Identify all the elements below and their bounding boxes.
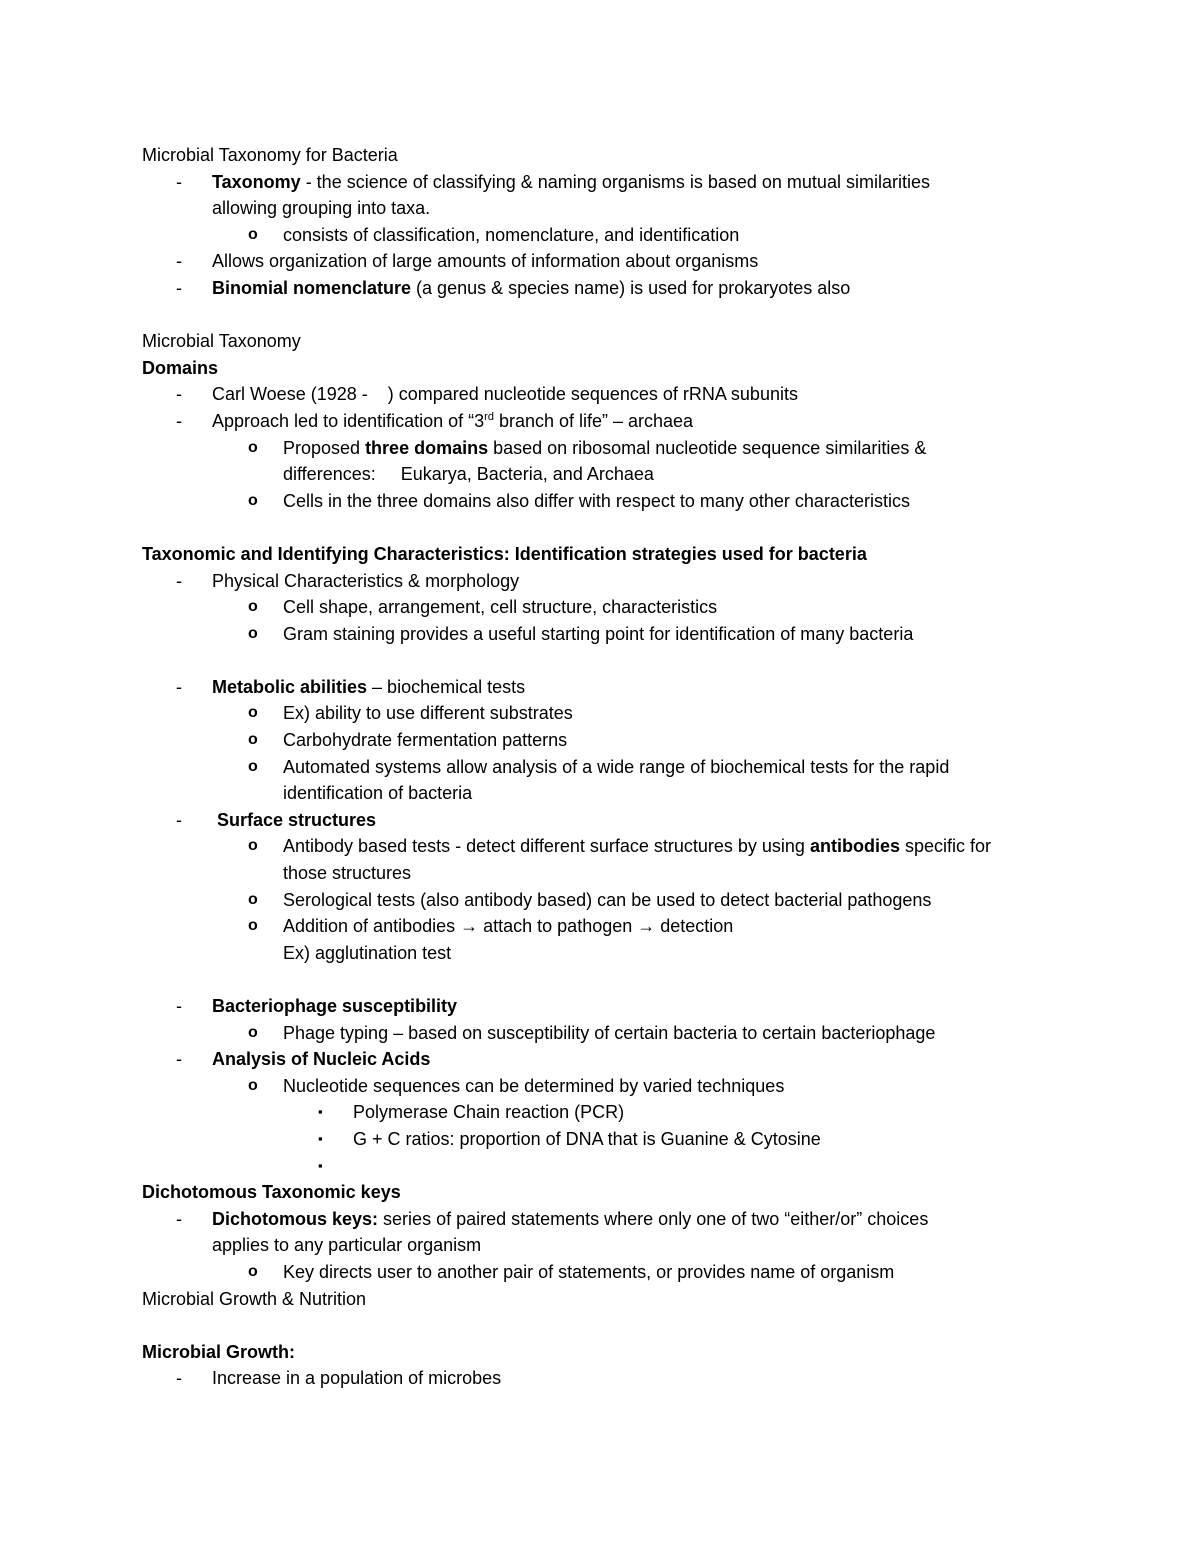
circle-bullet: o — [248, 704, 258, 722]
sub-sub-list-item — [0, 1153, 1200, 1180]
section-heading: Taxonomic and Identifying Characteristics: Identification strategies used for bacteria — [142, 543, 867, 564]
spacer — [0, 302, 1200, 329]
sub-list-item-continuation: identification of bacteria — [283, 783, 473, 804]
spacer — [0, 647, 1200, 674]
superscript: rd — [484, 410, 494, 423]
sub-list-item: o Ex) ability to use different substrates — [0, 700, 1200, 727]
term: antibodies — [809, 836, 900, 857]
list-item-continuation: applies to any particular organism — [212, 1235, 482, 1256]
sub-list-item: o Key directs user to another pair of statements, or provides name of organism — [0, 1259, 1200, 1286]
sub-list-item: o Nucleotide sequences can be determined by varied techniques — [0, 1073, 1200, 1100]
term: Binomial nomenclature — [212, 277, 412, 298]
circle-bullet: o — [248, 225, 258, 243]
list-item — [0, 807, 1200, 834]
section-heading: Microbial Taxonomy — [142, 331, 301, 352]
sub-list-item: o Antibody based tests - detect different surface structures by using antibodies specific for — [0, 833, 1200, 860]
dash-bullet: - — [176, 410, 182, 431]
circle-bullet: o — [248, 1076, 258, 1094]
sub-list-item: o Phage typing – based on susceptibility of certain bacteria to certain bacteriophage — [0, 1020, 1200, 1047]
circle-bullet: o — [248, 917, 258, 935]
circle-bullet: o — [248, 438, 258, 456]
sub-sub-list-item: ▪ Polymerase Chain reaction (PCR) — [0, 1099, 1200, 1126]
list-item — [0, 993, 1200, 1020]
circle-bullet: o — [248, 757, 258, 775]
dash-bullet: - — [176, 996, 182, 1016]
dash-bullet: - — [176, 1208, 182, 1229]
sub-list-item: o Automated systems allow analysis of a wide range of biochemical tests for the rapid — [0, 754, 1200, 781]
sub-list-item: o Serological tests (also antibody based) can be used to detect bacterial pathogens — [0, 887, 1200, 914]
circle-bullet: o — [248, 890, 258, 908]
spacer — [0, 966, 1200, 993]
section-heading: Microbial Growth: — [142, 1341, 295, 1362]
square-bullet: ▪ — [318, 1130, 323, 1146]
sub-sub-list-item: ▪ G + C ratios: proportion of DNA that is Guanine & Cytosine — [0, 1126, 1200, 1153]
term: Analysis of Nucleic Acids — [212, 1049, 431, 1070]
section-heading: Microbial Taxonomy for Bacteria — [142, 145, 398, 165]
dash-bullet: - — [176, 251, 182, 272]
term: three domains — [365, 437, 489, 458]
list-item: - Increase in a population of microbes — [0, 1365, 1200, 1392]
dash-bullet: - — [176, 277, 182, 298]
circle-bullet: o — [248, 491, 258, 509]
section-heading: Microbial Growth & Nutrition — [142, 1288, 367, 1309]
list-item: - Dichotomous keys: series of paired statements where only one of two “either/or” choices — [0, 1206, 1200, 1233]
square-bullet: ▪ — [318, 1157, 323, 1173]
sub-list-item-continuation: differences: Eukarya, Bacteria, and Archaea — [283, 464, 654, 485]
list-item: - Metabolic abilities – biochemical tests — [0, 674, 1200, 701]
dash-bullet: - — [176, 384, 182, 405]
spacer — [0, 514, 1200, 541]
dash-bullet: - — [176, 1049, 182, 1070]
term: Bacteriophage susceptibility — [212, 996, 458, 1016]
term: Dichotomous keys: — [212, 1208, 379, 1229]
list-item: - Carl Woese (1928 - ) compared nucleotide sequences of rRNA subunits — [0, 381, 1200, 408]
list-item — [0, 1046, 1200, 1073]
subheading: Domains — [142, 357, 219, 378]
term: Surface structures — [212, 809, 377, 830]
dash-bullet: - — [176, 809, 182, 830]
list-item-continuation: allowing grouping into taxa. — [212, 198, 431, 219]
list-item: - Approach led to identification of “3rd branch of life” – archaea — [0, 408, 1200, 435]
sub-list-item: o Cell shape, arrangement, cell structure, characteristics — [0, 594, 1200, 621]
sub-list-item: o Carbohydrate fermentation patterns — [0, 727, 1200, 754]
sub-list-item: o Cells in the three domains also differ with respect to many other characteristics — [0, 488, 1200, 515]
circle-bullet: o — [248, 1023, 258, 1041]
spacer — [0, 1312, 1200, 1339]
list-item: - Taxonomy - the science of classifying & naming organisms is based on mutual similarities — [0, 169, 1200, 196]
circle-bullet: o — [248, 624, 258, 642]
circle-bullet: o — [248, 1262, 258, 1280]
sub-list-item: o Gram staining provides a useful starting point for identification of many bacteria — [0, 621, 1200, 648]
section-heading: Dichotomous Taxonomic keys — [142, 1182, 401, 1203]
sub-list-item-continuation: those structures — [283, 863, 412, 884]
term: Taxonomy — [212, 171, 301, 192]
list-item: - Allows organization of large amounts of information about organisms — [0, 248, 1200, 275]
sub-list-item: o consists of classification, nomenclature, and identification — [0, 222, 1200, 249]
dash-bullet: - — [176, 570, 182, 591]
circle-bullet: o — [248, 731, 258, 749]
sub-list-item: o Addition of antibodies → attach to pathogen → detection — [0, 913, 1200, 940]
list-item: - Physical Characteristics & morphology — [0, 568, 1200, 595]
sub-list-item: o Proposed three domains based on ribosomal nucleotide sequence similarities & — [0, 435, 1200, 462]
dash-bullet: - — [176, 1368, 182, 1389]
dash-bullet: - — [176, 676, 182, 697]
term: Metabolic abilities — [212, 676, 368, 697]
circle-bullet: o — [248, 598, 258, 616]
circle-bullet: o — [248, 837, 258, 855]
list-item: - Binomial nomenclature (a genus & species name) is used for prokaryotes also — [0, 275, 1200, 302]
square-bullet: ▪ — [318, 1104, 323, 1120]
sub-list-item-continuation: Ex) agglutination test — [283, 942, 452, 963]
dash-bullet: - — [176, 171, 182, 192]
